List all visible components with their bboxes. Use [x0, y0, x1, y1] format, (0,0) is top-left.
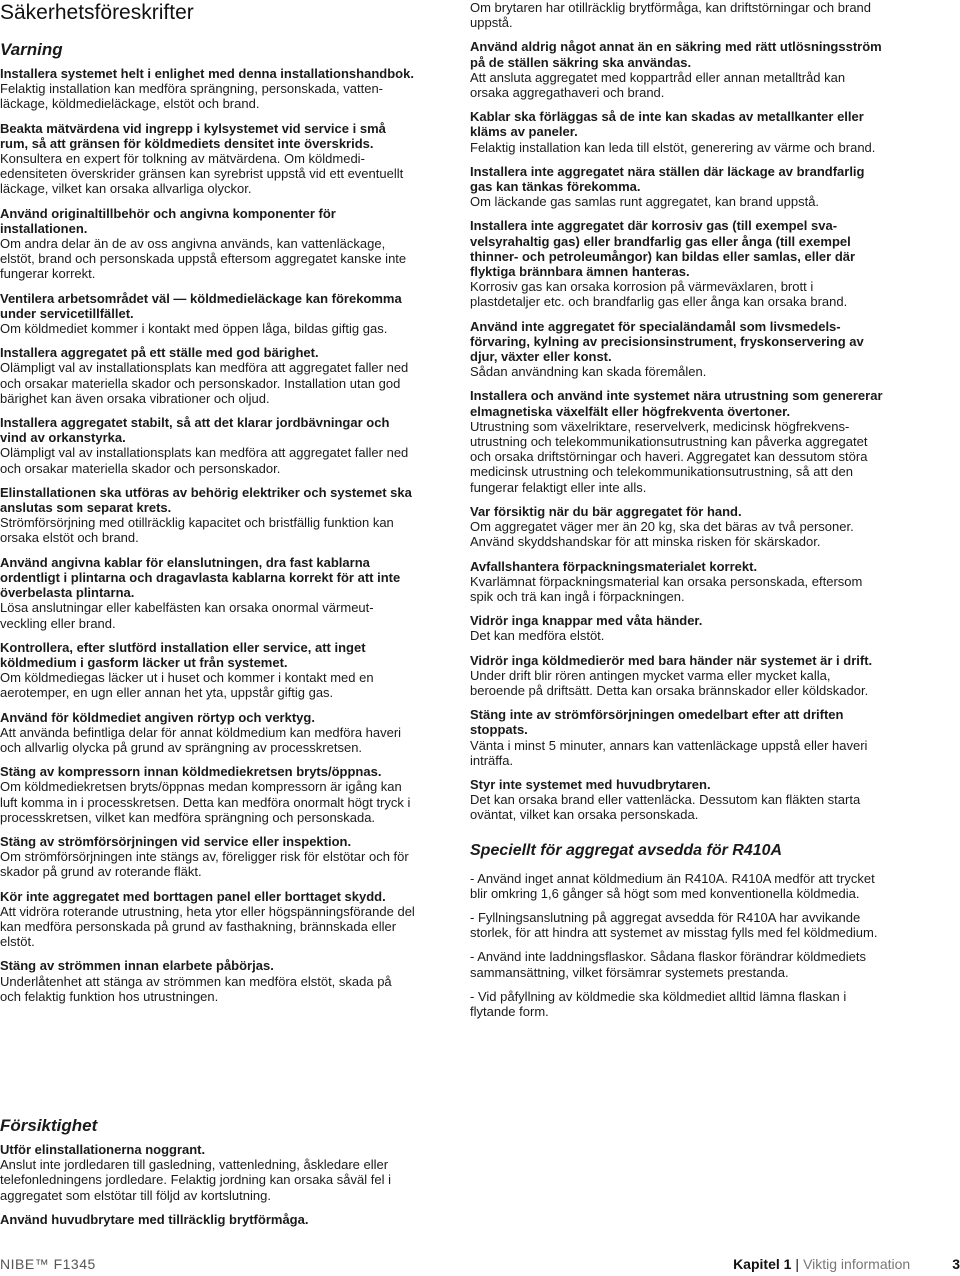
safety-item [470, 388, 886, 494]
safety-item-heading: Stäng av strömförsörjningen vid service eller inspektion. [0, 833, 352, 849]
safety-item-text: Strömförsörjning med otillräcklig kapacitet och bristfällig funktion kan orsaka elstöt och brand. [0, 515, 394, 546]
safety-item-heading: Installera systemet helt i enlighet med denna installationshandbok. [0, 66, 414, 81]
r410a-item: - Fyllningsanslutning på aggregat avsedda för R410A har avvikande storlek, för att hindra att systemet av misstag fylls med fel köldmedium. [470, 909, 878, 941]
safety-item [470, 777, 886, 823]
safety-item-heading: Kör inte aggregatet med borttagen panel eller borttaget skydd. [0, 888, 386, 904]
safety-item-heading: Stäng av kompressorn innan köldmediekretsen bryts/öppnas. [0, 764, 382, 780]
safety-item [470, 319, 886, 380]
safety-item-heading: Beakta mätvärdena vid ingrepp i kylsystemet vid service i små rum, så att gränsen för köldmediets densitet inte överskrids. [0, 120, 386, 151]
safety-item-text: Det kan medföra elstöt. [470, 628, 605, 644]
safety-item-text: Om brytaren har otillräcklig brytförmåga, kan driftstörningar och brand uppstå. [470, 0, 872, 31]
safety-item-heading: Installera inte aggregatet nära ställen där läckage av brandfarlig gas kan tänkas förekomma. [470, 163, 865, 195]
chapter-label: Kapitel 1 [733, 1256, 792, 1272]
caution-heading: Försiktighet [0, 1116, 98, 1135]
safety-item-text: Under drift blir rören antingen mycket varma eller mycket kalla, beroende på driftsätt. Detta kan orsaka brännskador eller köldskador. [470, 667, 869, 698]
safety-item-text: Felaktig installation kan medföra sprängning, personskada, vattenläckage, köldmedieläckage, elstöt och brand. [0, 81, 384, 112]
safety-item-text: Om köldmediekretsen bryts/öppnas medan kompressorn är igång kan luft komma in i processkretsen. Detta kan medföra onormalt högt tryck i processkretsen, vilket kan medföra sprängning och personskada. [0, 779, 411, 825]
safety-item [0, 345, 416, 406]
safety-item [0, 555, 416, 631]
safety-item [0, 121, 416, 197]
safety-item [0, 485, 416, 546]
safety-item-text: Om köldmediet kommer i kontakt med öppen låga, bildas giftig gas. [0, 321, 388, 337]
page-number: 3 [952, 1256, 960, 1272]
left-column [0, 40, 416, 1013]
safety-item [470, 559, 886, 605]
footer-divider: | [795, 1256, 800, 1272]
safety-item-heading: Stäng inte av strömförsörjningen omedelbart efter att driften stoppats. [470, 707, 844, 738]
safety-item [0, 1142, 420, 1203]
safety-item-heading: Installera inte aggregatet där korrosiv gas (till exempel svavelsyrahaltig gas) eller brandfarlig gas eller ånga (till exempel thinner- och petroleumångor) kan bildas eller samlas, eller där flyktiga brännbara ämnen hanteras. [470, 218, 856, 280]
safety-item [0, 206, 416, 282]
safety-item-heading: Använd aldrig något annat än en säkring med rätt utlösningsström på de ställen säkring ska användas. [470, 39, 882, 70]
section-label: Viktig information [803, 1256, 911, 1272]
right-column [470, 0, 886, 1028]
safety-item-heading: Utför elinstallationerna noggrant. [0, 1142, 206, 1157]
page-title: Säkerhetsföreskrifter [0, 1, 194, 24]
safety-item-text: Om aggregatet väger mer än 20 kg, ska det bäras av två personer. Använd skyddshandskar för att minska risken för skärskador. [470, 519, 854, 550]
r410a-item: - Använd inte laddningsflaskor. Sådana flaskor förändrar köldmediets sammansättning, vilket försämrar systemets prestanda. [470, 949, 867, 980]
safety-item-heading: Ventilera arbetsområdet väl — köldmedieläckage kan förekomma under servicetillfället. [0, 290, 402, 321]
safety-item-text: Det kan orsaka brand eller vattenläcka. Dessutom kan fläkten starta oväntat, vilket kan orsaka personskada. [470, 792, 861, 823]
safety-item [470, 504, 886, 550]
r410a-item: - Använd inget annat köldmedium än R410A. R410A medför att trycket blir omkring 1,6 gånger så högt som med konventionella köldmedia. [470, 870, 875, 901]
safety-item [0, 291, 416, 337]
safety-item-heading: Installera aggregatet stabilt, så att det klarar jordbävningar och vind av orkanstyrka. [0, 415, 390, 446]
footer-chapter-info [733, 1256, 960, 1272]
safety-item-text: Att ansluta aggregatet med koppartråd eller annan metalltråd kan orsaka aggregathaveri och brand. [470, 69, 846, 101]
safety-item-heading: Använd angivna kablar för elanslutningen, dra fast kablarna ordentligt i plintarna och dragavlasta kablarna korrekt för att inte överbelasta plintarna. [0, 554, 401, 601]
safety-item [0, 1212, 420, 1227]
page-footer [0, 1256, 960, 1276]
safety-item-text: Vänta i minst 5 minuter, annars kan vattenläckage uppstå eller haveri inträffa. [470, 737, 868, 768]
safety-item-heading: Installera aggregatet på ett ställe med god bärighet. [0, 345, 319, 361]
safety-item-text: Konsultera en expert för tolkning av mätvärdena. Om köldmediedensiteten överskrider gränsen kan syrebrist uppstå vid ett eventuellt läckage, vilket kan orsaka allvarliga olyckor. [0, 151, 404, 197]
safety-item-text: Att använda befintliga delar för annat köldmedium kan medföra haveri och allvarlig olycka på grund av sprängning av processkretsen. [0, 724, 402, 755]
product-name: NIBE™ F1345 [0, 1256, 96, 1272]
safety-item-text: Kvarlämnat förpackningsmaterial kan orsaka personskada, eftersom spik och trä kan ingå i förpackningen. [470, 573, 863, 604]
safety-item-text: Om strömförsörjningen inte stängs av, föreligger risk för elstötar och för skador på grund av roterande fläkt. [0, 849, 409, 880]
safety-item-text: Utrustning som växelriktare, reservelverk, medicinsk högfrekvensutrustning och telekommunikationsutrustning kan påverka aggregatet och orsaka driftstörningar och haveri. Aggregatet kan dessutom störa medicinsk utrustning och telekommunikationsutrustning, så att den fungerar felaktigt eller inte alls. [470, 418, 868, 495]
safety-item-heading: Stäng av strömmen innan elarbete påbörjas. [0, 958, 274, 974]
safety-item-text: Underlåtenhet att stänga av strömmen kan medföra elstöt, skada på och felaktig funktion hos utrustningen. [0, 973, 392, 1004]
safety-item-heading: Styr inte systemet med huvudbrytaren. [470, 776, 711, 792]
safety-item [0, 640, 416, 701]
safety-item-heading: Använd huvudbrytare med tillräcklig brytförmåga. [0, 1211, 309, 1227]
safety-item [0, 66, 416, 112]
safety-item [470, 707, 886, 768]
safety-item-text: Olämpligt val av installationsplats kan medföra att aggregatet faller ned och orsakar materiella skador och personskador. [0, 445, 409, 476]
safety-item [470, 0, 886, 30]
safety-item [0, 764, 416, 825]
safety-item-heading: Använd originaltillbehör och angivna komponenter för installationen. [0, 205, 336, 236]
safety-item-text: Lösa anslutningar eller kabelfästen kan orsaka onormal värmeutveckling eller brand. [0, 600, 374, 631]
safety-item-heading: Installera och använd inte systemet nära utrustning som genererar elmagnetiska växelfält eller högfrekventa övertoner. [470, 388, 883, 419]
safety-item-heading: Var försiktig när du bär aggregatet för hand. [470, 503, 742, 519]
safety-item-text: Anslut inte jordledaren till gasledning, vattenledning, åskledare eller telefonledningens jordledare. Felaktig jordning kan orsaka såväl fel i aggregatet som elstötar till följd av kortslutning. [0, 1157, 391, 1203]
safety-item [0, 889, 416, 950]
safety-item-text: Om läckande gas samlas runt aggregatet, kan brand uppstå. [470, 194, 820, 210]
safety-item [470, 653, 886, 699]
safety-item-text: Felaktig installation kan leda till elstöt, generering av värme och brand. [470, 139, 876, 155]
caution-section [0, 1116, 420, 1236]
caution-list [0, 1142, 420, 1227]
safety-item-text: Olämpligt val av installationsplats kan medföra att aggregatet faller ned och orsakar materiella skador och personskador. Installation utan god bärighet kan även orsaka vibrationer och oljud. [0, 360, 409, 406]
safety-item-heading: Elinstallationen ska utföras av behörig elektriker och systemet ska anslutas som separat krets. [0, 484, 412, 516]
safety-item [470, 164, 886, 210]
safety-item-text: Om andra delar än de av oss angivna används, kan vattenläckage, elstöt, brand och personskada uppstå eftersom aggregatet kanske inte fungerar korrekt. [0, 236, 407, 282]
warning-heading: Varning [0, 40, 63, 59]
safety-item-heading: Kontrollera, efter slutförd installation eller service, att inget köldmedium i gasform läcker ut från systemet. [0, 639, 366, 670]
safety-item-heading: Kablar ska förläggas så de inte kan skadas av metallkanter eller kläms av paneler. [470, 109, 864, 140]
safety-item-text: Att vidröra roterande utrustning, heta ytor eller högspänningsförande del kan medföra personskada på grund av fasthakning, brännskada eller elstöt. [0, 903, 415, 950]
r410a-heading: Speciellt för aggregat avsedda för R410A [470, 841, 783, 859]
r410a-item: - Vid påfyllning av köldmedie ska köldmediet alltid lämna flaskan i flytande form. [470, 988, 847, 1019]
safety-item [0, 958, 416, 1004]
precaution-list [470, 0, 886, 823]
safety-item-text: Korrosiv gas kan orsaka korrosion på värmeväxlaren, brott i plastdetaljer etc. och brandfarlig gas eller ånga kan orsaka brand. [470, 279, 848, 310]
safety-item-heading: Använd inte aggregatet för specialändamål som livsmedelsförvaring, kylning av precisionsinstrument, fryskonservering av djur, växter eller konst. [470, 318, 864, 365]
warning-list [0, 66, 416, 1004]
safety-item [0, 710, 416, 756]
safety-item-heading: Vidrör inga köldmedierör med bara händer när systemet är i drift. [470, 652, 873, 668]
safety-item-text: Om köldmediegas läcker ut i huset och kommer i kontakt med en aerotemper, en ugn eller annan het yta, uppstår giftig gas. [0, 670, 374, 701]
safety-item-heading: Använd för köldmediet angiven rörtyp och verktyg. [0, 709, 315, 725]
safety-item-heading: Avfallshantera förpackningsmaterialet korrekt. [470, 558, 758, 574]
safety-item [470, 218, 886, 309]
safety-item [470, 613, 886, 643]
safety-item-heading: Vidrör inga knappar med våta händer. [470, 613, 703, 629]
safety-item-text: Sådan användning kan skada föremålen. [470, 364, 707, 380]
r410a-list [470, 871, 886, 1020]
safety-item [470, 109, 886, 155]
safety-item [0, 834, 416, 880]
safety-item [470, 39, 886, 100]
safety-item [0, 415, 416, 476]
